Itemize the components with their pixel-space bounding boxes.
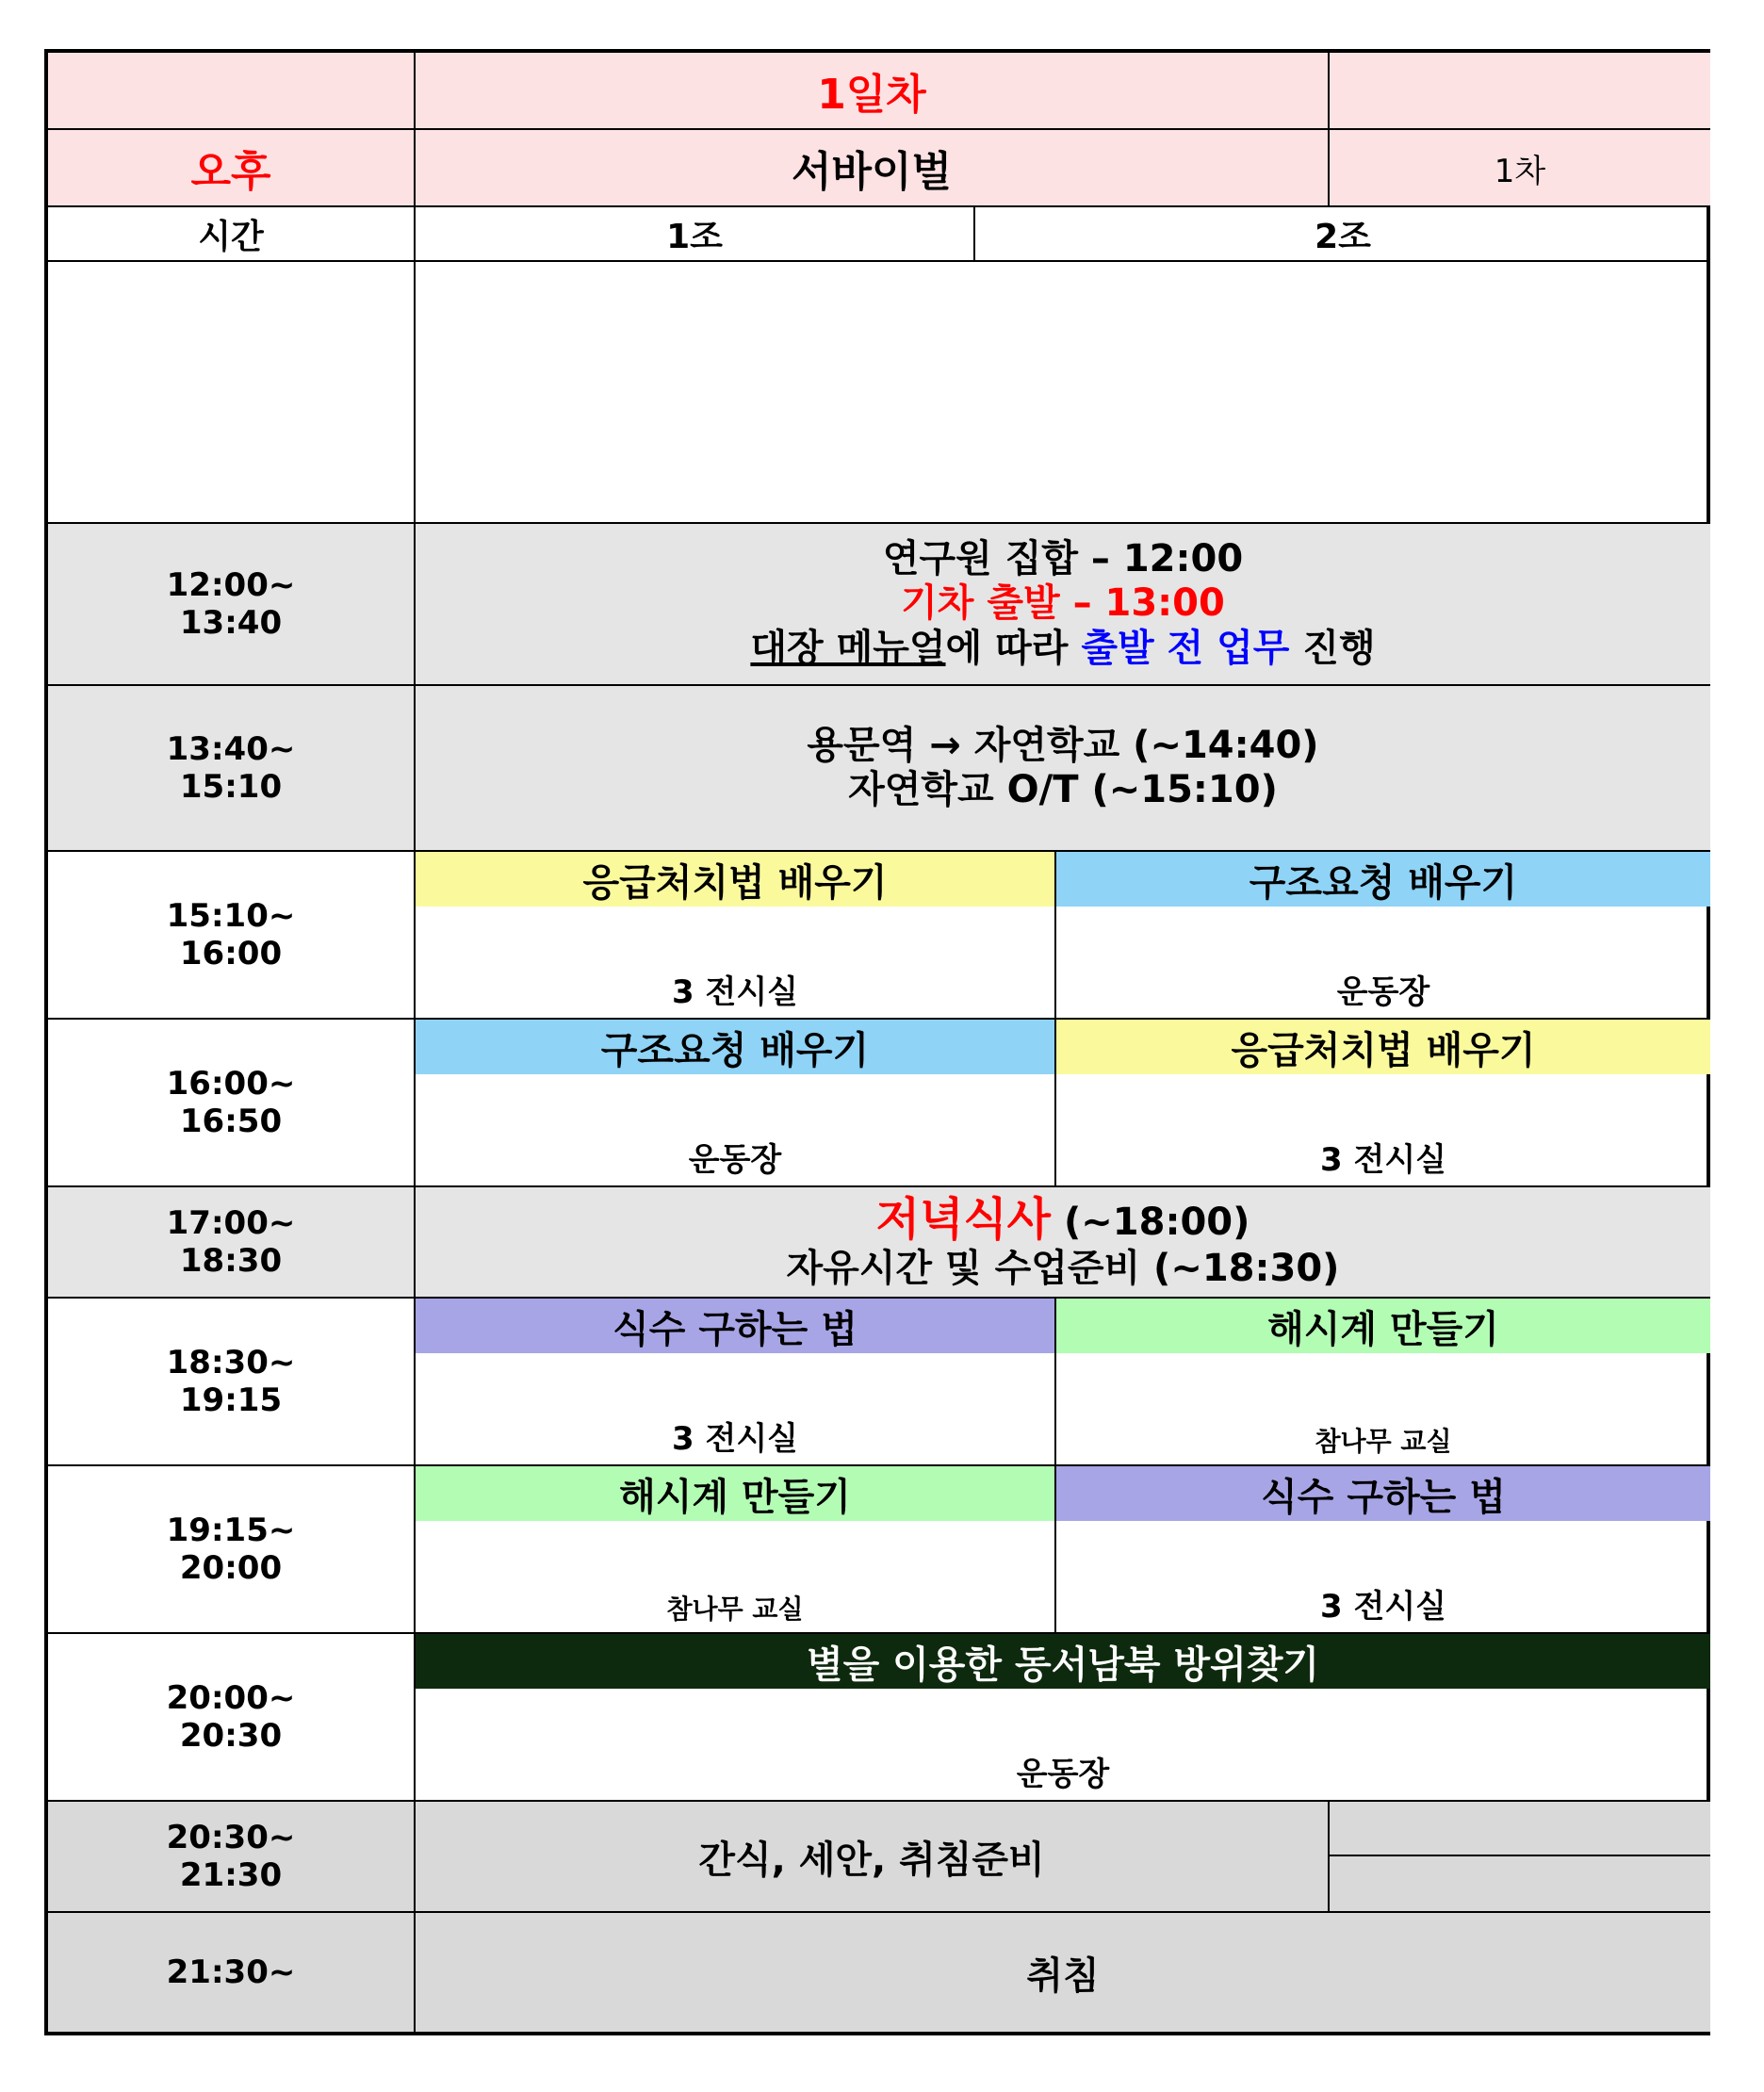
time-start: 13:40~ bbox=[166, 729, 296, 768]
activity-location: 3 전시실 bbox=[1319, 1141, 1447, 1179]
time-start: 12:00~ bbox=[166, 565, 296, 604]
group2-activity-cell bbox=[1056, 1020, 1710, 1187]
schedule-table bbox=[44, 49, 1710, 2035]
travel-cell bbox=[416, 686, 1710, 852]
time-cell bbox=[48, 686, 416, 852]
activity-title: 식수 구하는 법 bbox=[1056, 1466, 1710, 1521]
group2-activity-cell bbox=[1056, 1466, 1710, 1634]
empty-activity-cell bbox=[416, 262, 1710, 524]
activity-title: 해시계 만들기 bbox=[416, 1466, 1054, 1521]
activity-location: 운동장 bbox=[688, 1141, 782, 1179]
group2-header: 2조 bbox=[975, 207, 1710, 262]
activity-location: 3 전시실 bbox=[671, 973, 799, 1011]
star-navigation-cell bbox=[416, 1634, 1710, 1802]
activity-location: 3 전시실 bbox=[671, 1420, 799, 1458]
dinner-cell bbox=[416, 1187, 1710, 1299]
time-start: 15:10~ bbox=[166, 896, 296, 935]
time-cell bbox=[48, 1299, 416, 1466]
time-cell bbox=[48, 1020, 416, 1187]
time-end: 19:15 bbox=[179, 1381, 283, 1419]
manual-text-4: 진행 bbox=[1302, 626, 1376, 670]
activity-title: 구조요청 배우기 bbox=[1056, 852, 1710, 907]
manual-line bbox=[750, 627, 1375, 671]
travel-line: 용문역 → 자연학교 (~14:40) bbox=[807, 723, 1319, 767]
header-blank-right bbox=[1330, 53, 1710, 130]
time-start: 20:00~ bbox=[166, 1678, 296, 1717]
sleep-text: 취침 bbox=[1026, 1953, 1100, 1998]
activity-title: 별을 이용한 동서남북 방위찾기 bbox=[416, 1634, 1710, 1689]
period-label: 오후 bbox=[48, 130, 416, 207]
time-end: 18:30 bbox=[179, 1242, 283, 1280]
group1-activity-cell bbox=[416, 1299, 1056, 1466]
time-end: 15:10 bbox=[179, 768, 283, 806]
group1-activity-cell bbox=[416, 1020, 1056, 1187]
orientation-line: 자연학교 O/T (~15:10) bbox=[848, 768, 1278, 811]
pre-departure-tasks: 출발 전 업무 bbox=[1081, 626, 1290, 670]
header-blank-cell bbox=[48, 53, 416, 130]
dinner-line bbox=[876, 1193, 1250, 1247]
group1-header: 1조 bbox=[416, 207, 975, 262]
blank-cell bbox=[1330, 1802, 1710, 1856]
prep-cell bbox=[416, 1802, 1330, 1913]
activity-location: 운동장 bbox=[1336, 973, 1430, 1011]
activity-title: 구조요청 배우기 bbox=[416, 1020, 1054, 1074]
time-end: 20:30 bbox=[179, 1717, 283, 1755]
activity-title: 해시계 만들기 bbox=[1056, 1299, 1710, 1353]
activity-location: 참나무 교실 bbox=[1315, 1426, 1452, 1457]
time-cell bbox=[48, 1913, 416, 2032]
manual-link-text: 대장 메뉴얼 bbox=[750, 626, 946, 670]
assembly-line: 연구원 집합 – 12:00 bbox=[882, 537, 1244, 581]
activity-title: 응급처치법 배우기 bbox=[416, 852, 1054, 907]
time-start: 17:00~ bbox=[166, 1203, 296, 1242]
program-title: 서바이벌 bbox=[416, 130, 1330, 207]
group2-activity-cell bbox=[1056, 1299, 1710, 1466]
time-cell bbox=[48, 1187, 416, 1299]
time-column-header: 시간 bbox=[48, 207, 416, 262]
time-end: 21:30 bbox=[179, 1856, 283, 1894]
dinner-label: 저녁식사 bbox=[875, 1193, 1052, 1247]
blank-cell bbox=[1330, 1856, 1710, 1913]
time-start: 16:00~ bbox=[166, 1064, 296, 1103]
manual-text-2: 에 따라 bbox=[945, 626, 1069, 670]
group1-activity-cell bbox=[416, 852, 1056, 1020]
time-cell bbox=[48, 1802, 416, 1913]
activity-location: 운동장 bbox=[1016, 1756, 1110, 1793]
time-start: 21:30~ bbox=[166, 1953, 296, 1991]
time-cell bbox=[48, 852, 416, 1020]
free-time-line: 자유시간 및 수업준비 (~18:30) bbox=[786, 1246, 1340, 1290]
time-end: 20:00 bbox=[179, 1549, 283, 1587]
group2-activity-cell bbox=[1056, 852, 1710, 1020]
time-start: 20:30~ bbox=[166, 1818, 296, 1856]
activity-location: 참나무 교실 bbox=[666, 1594, 804, 1625]
group1-activity-cell bbox=[416, 1466, 1056, 1634]
activity-title: 응급처치법 배우기 bbox=[1056, 1020, 1710, 1074]
time-end: 16:00 bbox=[179, 935, 283, 972]
time-start: 18:30~ bbox=[166, 1343, 296, 1381]
time-cell bbox=[48, 1634, 416, 1802]
train-departure-line: 기차 출발 – 13:00 bbox=[901, 581, 1225, 626]
round-label: 1차 bbox=[1330, 130, 1710, 207]
dinner-time: (~18:00) bbox=[1064, 1201, 1250, 1245]
time-cell bbox=[48, 1466, 416, 1634]
time-end: 13:40 bbox=[179, 604, 283, 642]
sleep-cell bbox=[416, 1913, 1710, 2032]
time-end: 16:50 bbox=[179, 1103, 283, 1140]
time-cell bbox=[48, 524, 416, 686]
empty-time-cell bbox=[48, 262, 416, 524]
activity-location: 3 전시실 bbox=[1319, 1588, 1447, 1626]
time-start: 19:15~ bbox=[166, 1511, 296, 1549]
assembly-cell bbox=[416, 524, 1710, 686]
prep-text: 간식, 세안, 취침준비 bbox=[698, 1838, 1045, 1882]
activity-title: 식수 구하는 법 bbox=[416, 1299, 1054, 1353]
day-label: 1일차 bbox=[416, 53, 1330, 130]
